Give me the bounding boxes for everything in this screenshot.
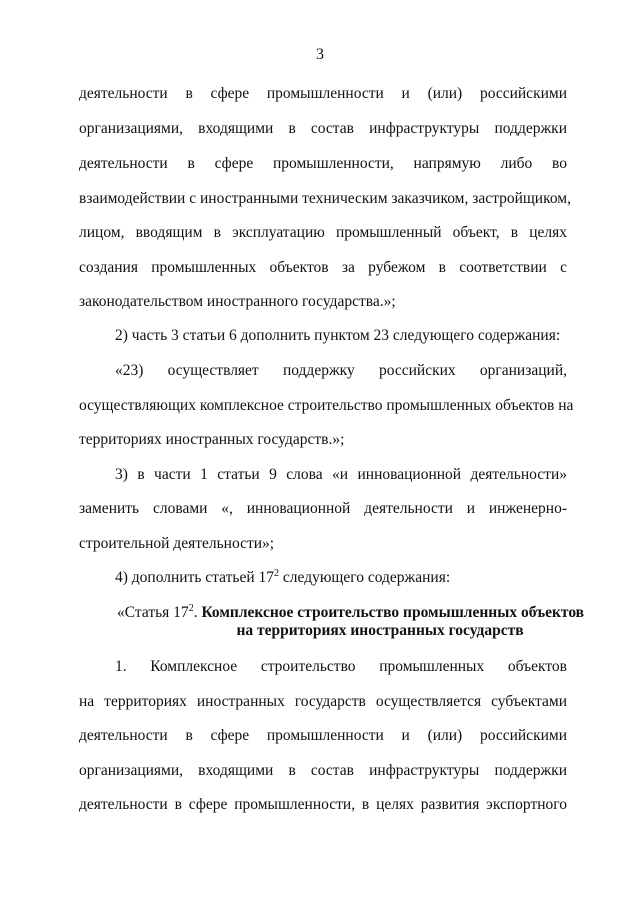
text-line: на территориях иностранных государств осуществляется субъектами <box>79 693 567 710</box>
text-line: взаимодействии с иностранными техническим заказчиком, застройщиком, <box>79 190 571 207</box>
text-line: «23) осуществляет поддержку российских организаций, <box>115 362 567 379</box>
text-line: лицом, вводящим в эксплуатацию промышленный объект, в целях <box>79 224 567 241</box>
superscript: 2 <box>188 602 194 614</box>
text-line: законодательством иностранного государства.»; <box>79 293 396 310</box>
text-line: заменить словами «, инновационной деятельности и инженерно- <box>79 500 567 517</box>
text-line: деятельности в сфере промышленности и (или) российскими <box>79 85 567 102</box>
article-title-continued: на территориях иностранных государств <box>236 622 524 639</box>
superscript: 2 <box>274 567 280 579</box>
page-number: 3 <box>316 46 324 63</box>
text-line: деятельности в сфере промышленности, напрямую либо во <box>79 155 567 172</box>
text-line: деятельности в сфере промышленности и (или) российскими <box>79 727 567 744</box>
article-number: «Статья 17 <box>117 604 189 621</box>
text-line: деятельности в сфере промышленности, в целях развития экспортного <box>79 796 567 813</box>
text-fragment: следующего содержания: <box>279 569 451 586</box>
text-line: 2) часть 3 статьи 6 дополнить пунктом 23 следующего содержания: <box>115 327 561 344</box>
text-line: 1. Комплексное строительство промышленных объектов <box>115 658 567 675</box>
article-title: Комплексное строительство промышленных объектов <box>197 604 585 621</box>
text-line: территориях иностранных государств.»; <box>79 431 345 448</box>
text-line: организациями, входящими в состав инфраструктуры поддержки <box>79 762 567 779</box>
text-line: осуществляющих комплексное строительство промышленных объектов на <box>79 397 574 414</box>
text-line: создания промышленных объектов за рубежом в соответствии с <box>79 259 567 276</box>
text-line: строительной деятельности»; <box>79 535 275 552</box>
text-fragment: 4) дополнить статьей 17 <box>115 569 275 586</box>
text-line: организациями, входящими в состав инфраструктуры поддержки <box>79 120 567 137</box>
article-number-dot: . <box>193 604 198 621</box>
article-heading <box>117 602 585 623</box>
text-line <box>115 568 567 588</box>
text-line: 3) в части 1 статьи 9 слова «и инновационной деятельности» <box>115 466 567 483</box>
